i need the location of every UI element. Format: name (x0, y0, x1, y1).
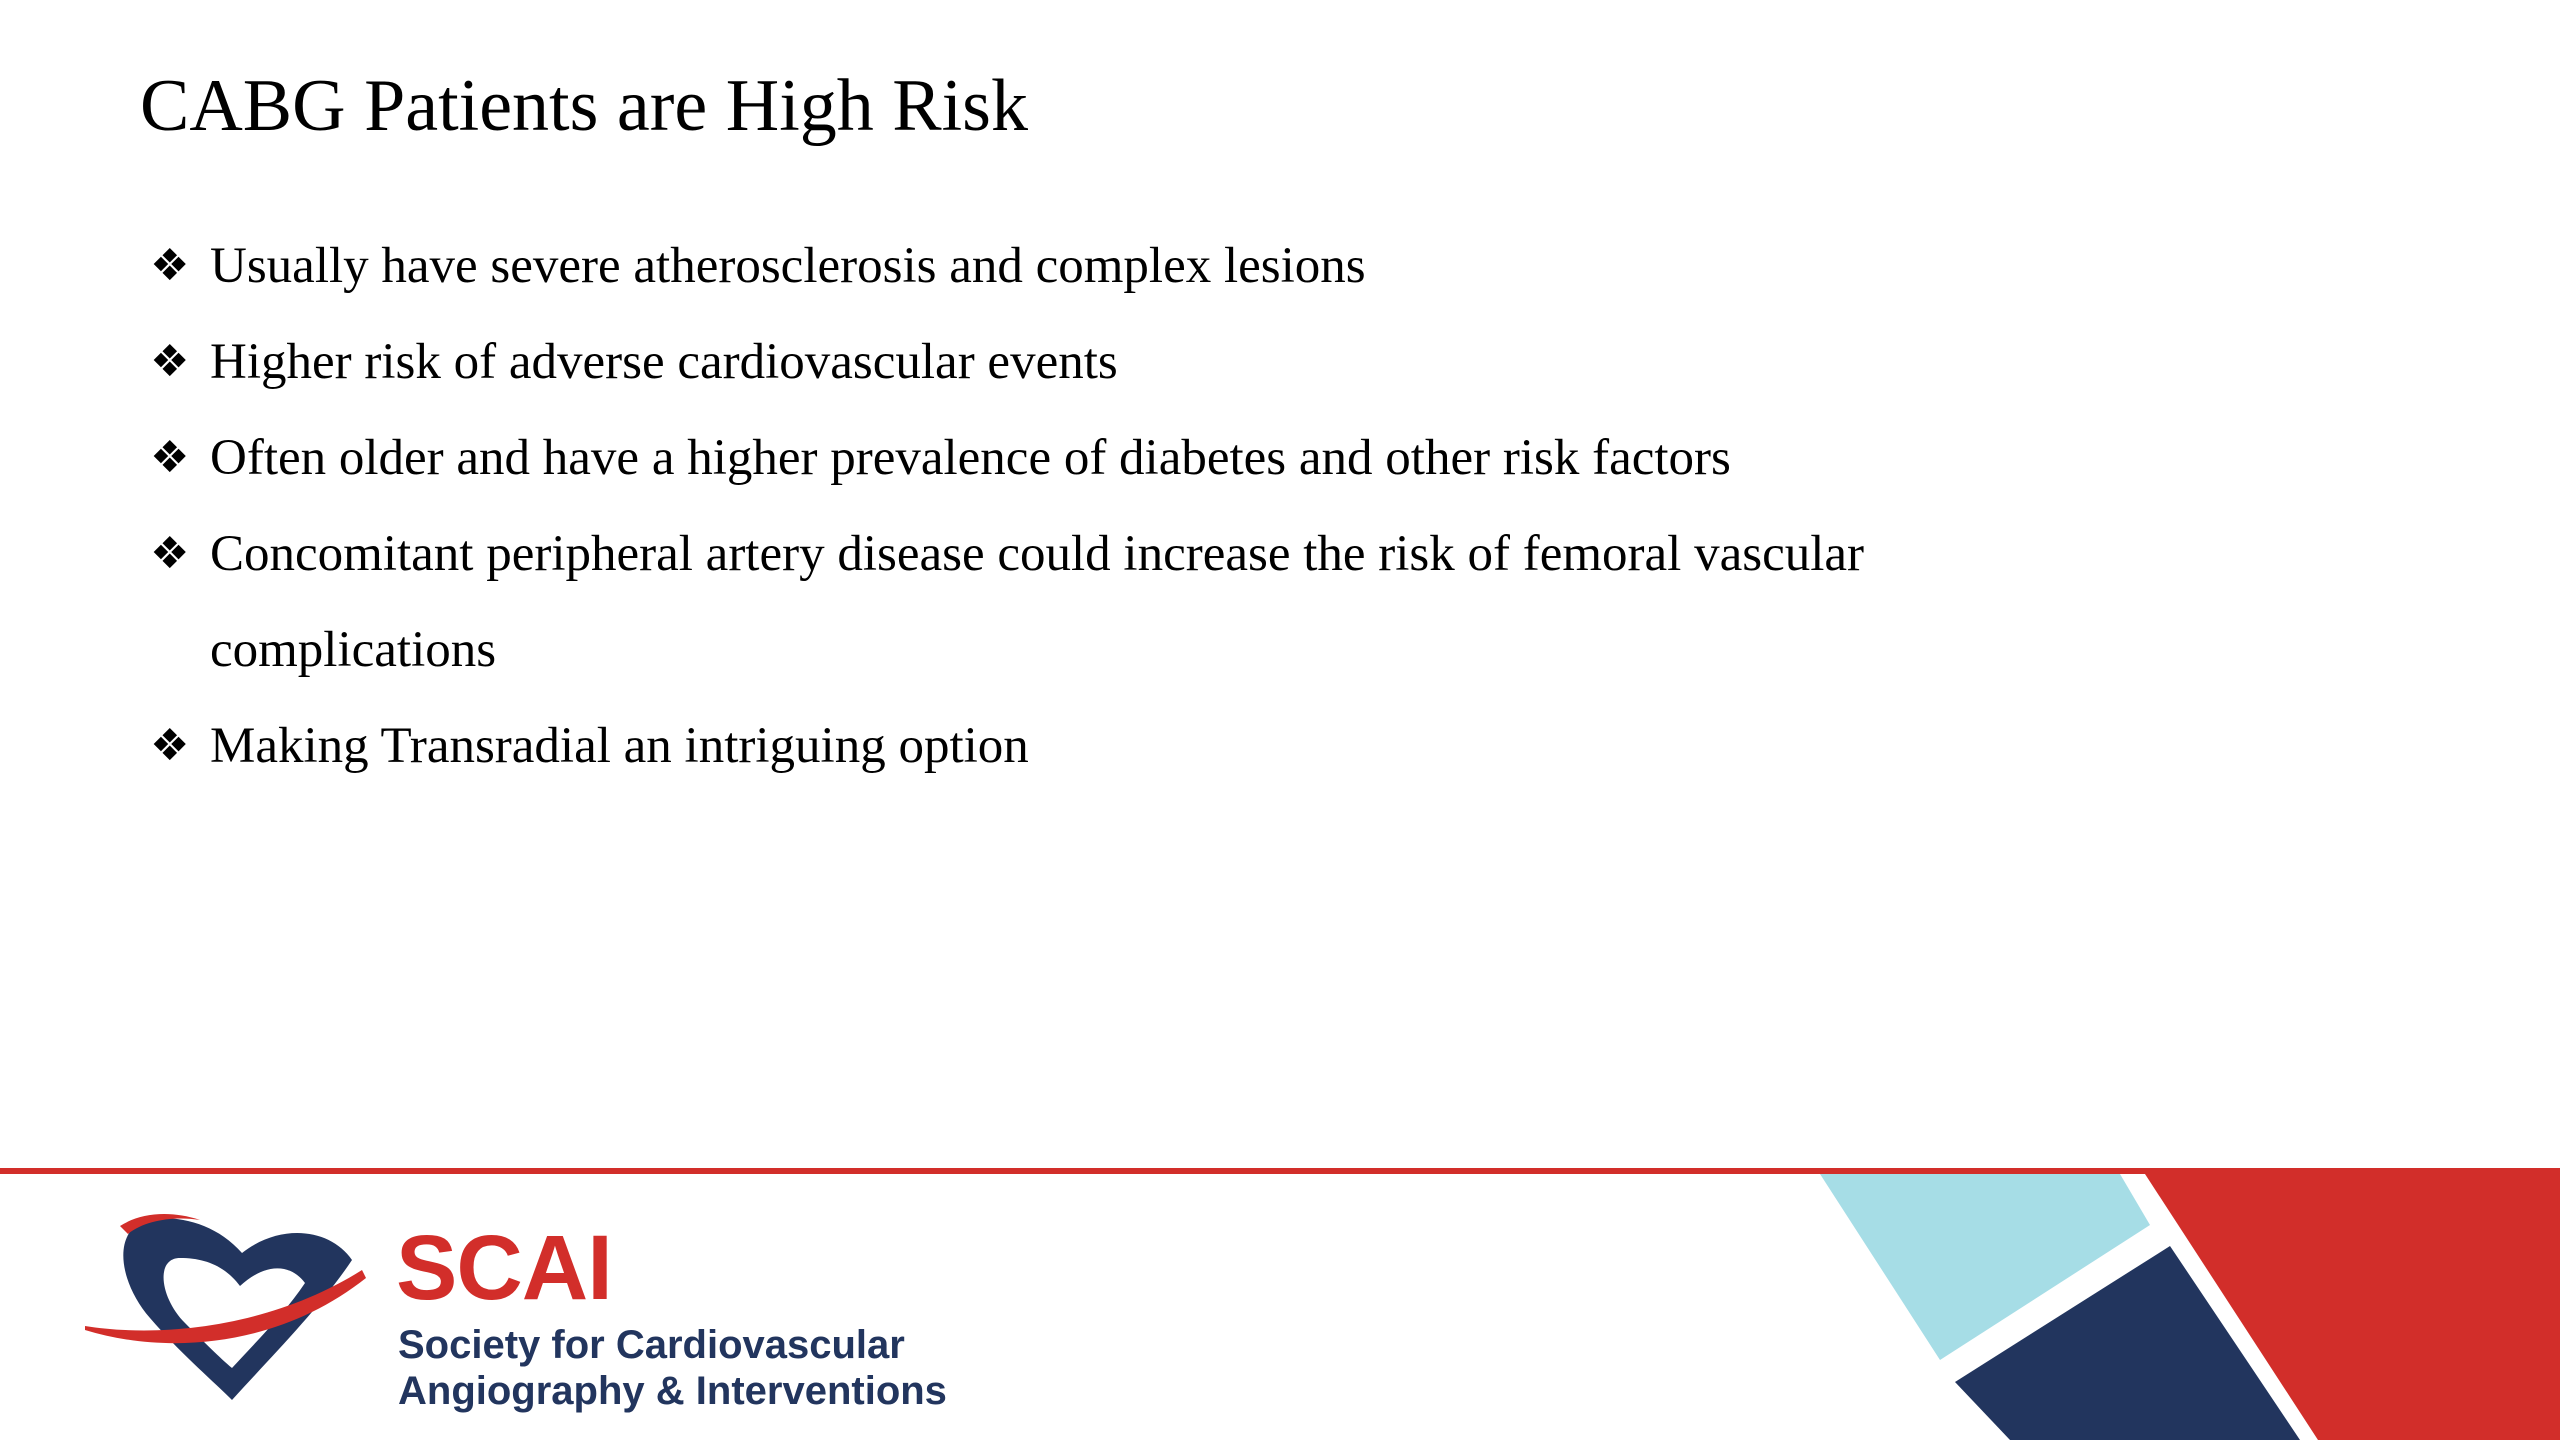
diamond-bullet-icon: ❖ (150, 432, 190, 483)
heart-logo-icon (80, 1208, 380, 1408)
diamond-bullet-icon: ❖ (150, 240, 190, 291)
bullet-text: Higher risk of adverse cardiovascular events (210, 334, 1118, 390)
footer-red-block (2145, 1174, 2560, 1440)
brand-name: SCAI (396, 1217, 612, 1319)
diamond-bullet-icon: ❖ (150, 336, 190, 387)
bullet-text: Making Transradial an intriguing option (210, 718, 1029, 774)
bullet-item (150, 506, 2150, 698)
bullet-item (150, 410, 2150, 506)
org-name-line1: Society for Cardiovascular (398, 1323, 905, 1367)
bullet-text: Usually have severe atherosclerosis and complex lesions (210, 238, 1366, 294)
slide-title: CABG Patients are High Risk (140, 65, 1028, 147)
org-name-line2: Angiography & Interventions (398, 1369, 947, 1413)
bullet-item (150, 218, 2150, 314)
footer-light-blue-stripe (1820, 1174, 2150, 1360)
bullet-item (150, 698, 2150, 794)
footer-divider (0, 1168, 2560, 1174)
bullet-text: Often older and have a higher prevalence of diabetes and other risk factors (210, 430, 1731, 486)
diamond-bullet-icon: ❖ (150, 528, 190, 579)
bullet-list (150, 218, 2150, 794)
diamond-bullet-icon: ❖ (150, 720, 190, 771)
bullet-item (150, 314, 2150, 410)
footer-navy-stripe (1955, 1246, 2300, 1440)
bullet-text: Concomitant peripheral artery disease could increase the risk of femoral vascular complications (210, 526, 1864, 678)
